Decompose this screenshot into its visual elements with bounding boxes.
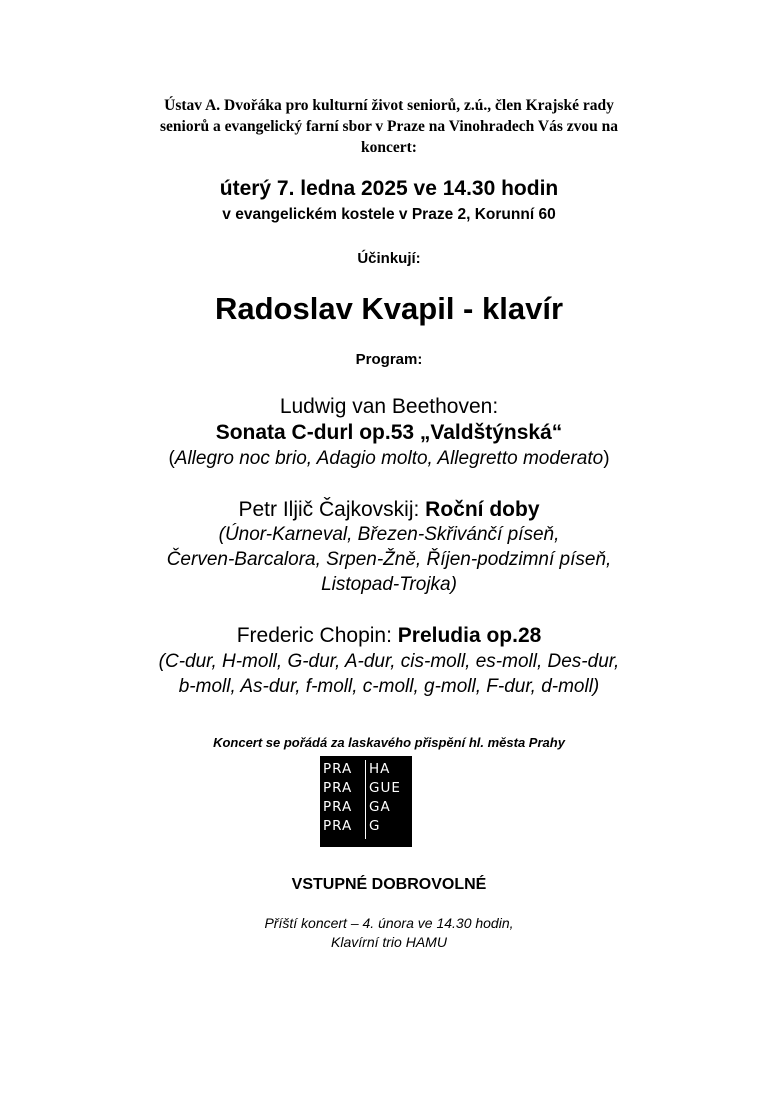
logo-text: PRA [323, 780, 353, 796]
logo-row [320, 798, 412, 817]
program-3-movements-line-2: b-moll, As-dur, f-moll, c-moll, g-moll, F-dur, d-moll) [178, 676, 600, 697]
program-2-movements [0, 522, 778, 597]
program-1-movements-text: Allegro noc brio, Adagio molto, Allegretto moderato [174, 448, 604, 469]
performer-name: Radoslav Kvapil - klavír [214, 291, 564, 326]
logo-row [320, 760, 412, 779]
program-3-movements-line-1: (C-dur, H-moll, G-dur, A-dur, cis-moll, es-moll, Des-dur, [158, 651, 620, 672]
logo-text: GA [369, 799, 391, 815]
program-1-composer: Ludwig van Beethoven: [279, 395, 499, 418]
program-1-work: Sonata C-durl op.53 „Valdštýnská“ [215, 421, 563, 444]
organizers-line-2: seniorů a evangelický farní sbor v Praze na Vinohradech Vás zvou na [160, 118, 618, 135]
performers-label: Účinkují: [357, 250, 421, 267]
logo-text: G [369, 818, 381, 834]
program-3-composer: Frederic Chopin: [236, 624, 398, 647]
organizers-line-3: koncert: [361, 139, 417, 156]
program-3-movements [0, 649, 778, 699]
sponsor-note: Koncert se pořádá za laskavého přispění hl. města Prahy [213, 735, 565, 750]
event-date: úterý 7. ledna 2025 ve 14.30 hodin [219, 177, 559, 200]
event-venue: v evangelickém kostele v Praze 2, Korunní 60 [222, 206, 556, 223]
program-3-heading [0, 622, 778, 649]
program-2-heading [0, 496, 778, 523]
prague-city-logo [320, 756, 412, 847]
organizers-line-1: Ústav A. Dvořáka pro kulturní život seniorů, z.ú., člen Krajské rady [164, 97, 614, 114]
program-3-work: Preludia op.28 [397, 624, 542, 647]
program-2-composer: Petr Iljič Čajkovskij: [238, 498, 426, 521]
program-2-movements-line-3: Listopad-Trojka) [321, 574, 457, 595]
next-concert-line-1: Příští koncert – 4. února ve 14.30 hodin, [264, 915, 514, 931]
program-2-movements-line-2: Červen-Barcalora, Srpen-Žně, Říjen-podzimní píseň, [166, 549, 612, 570]
logo-text: PRA [323, 818, 353, 834]
program-1-movements: (Allegro noc brio, Adagio molto, Allegretto moderato) [168, 448, 610, 469]
admission-note: VSTUPNÉ DOBROVOLNÉ [291, 876, 487, 893]
program-2-work: Roční doby [425, 498, 540, 521]
logo-text: HA [369, 761, 391, 777]
program-label: Program: [355, 351, 423, 368]
logo-row [320, 817, 412, 836]
logo-text: PRA [323, 761, 353, 777]
logo-text: PRA [323, 799, 353, 815]
logo-row [320, 779, 412, 798]
logo-text: GUE [369, 780, 401, 796]
next-concert-line-2: Klavírní trio HAMU [331, 934, 447, 950]
next-concert-note [0, 914, 778, 952]
program-2-movements-line-1: (Únor-Karneval, Březen-Skřivánčí píseň, [218, 524, 560, 545]
organizers-text [0, 95, 778, 158]
